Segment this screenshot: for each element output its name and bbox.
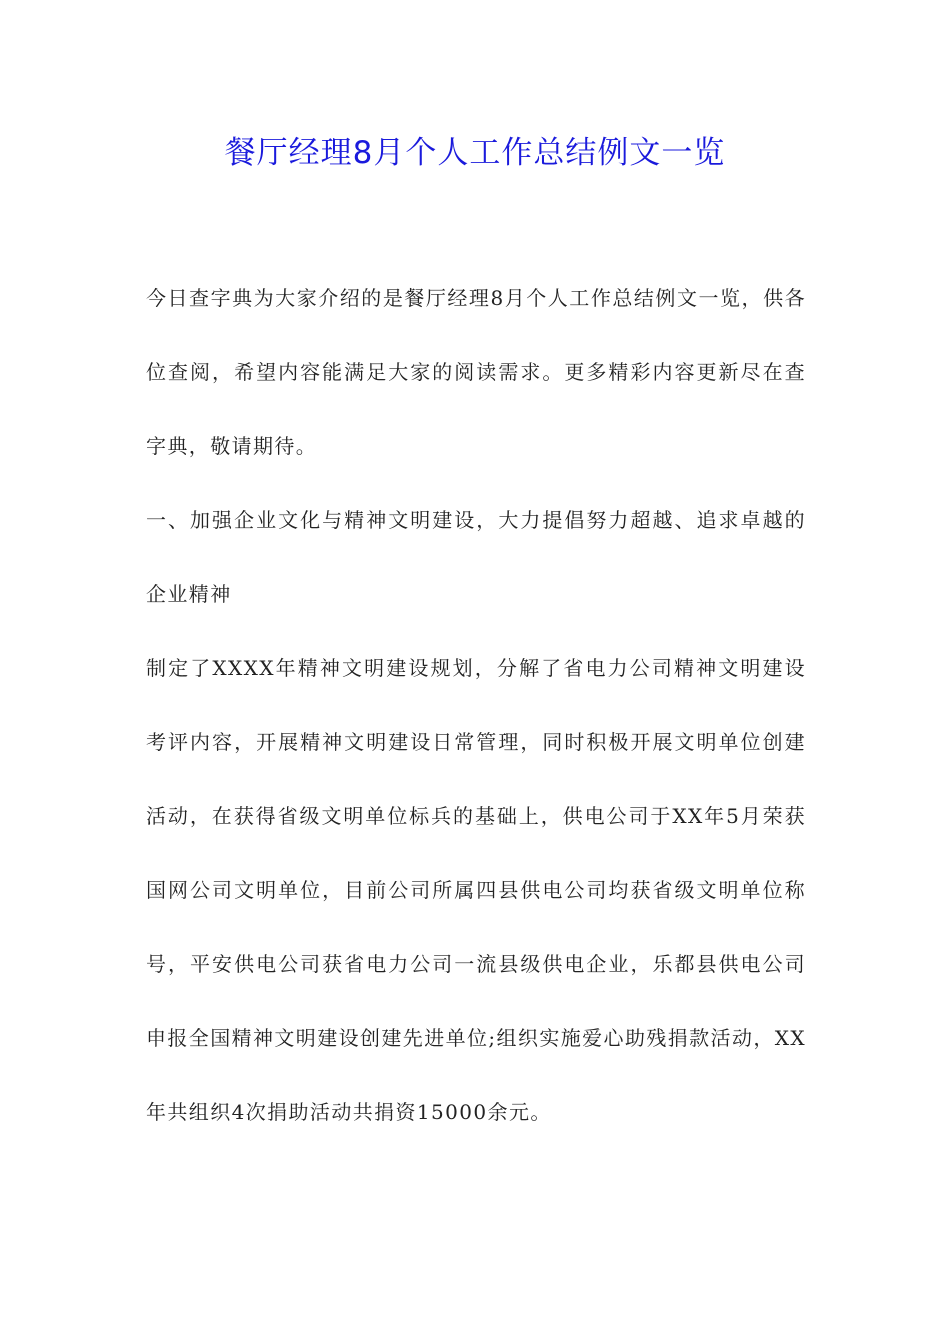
document-body — [146, 261, 806, 1149]
body-paragraph: 制定了XXXX年精神文明建设规划，分解了省电力公司精神文明建设考评内容，开展精神文明建设日常管理，同时积极开展文明单位创建活动，在获得省级文明单位标兵的基础上，供电公司于XX年5月荣获国网公司文明单位，目前公司所属四县供电公司均获省级文明单位称号，平安供电公司获省电力公司一流县级供电企业，乐都县供电公司申报全国精神文明建设创建先进单位;组织实施爱心助残捐款活动，XX年共组织4次捐助活动共捐资15000余元。 — [146, 656, 807, 1124]
section-heading: 一、加强企业文化与精神文明建设，大力提倡努力超越、追求卓越的企业精神 — [146, 508, 806, 606]
intro-paragraph: 今日查字典为大家介绍的是餐厅经理8月个人工作总结例文一览，供各位查阅，希望内容能满足大家的阅读需求。更多精彩内容更新尽在查字典，敬请期待。 — [146, 286, 806, 458]
page-title: 餐厅经理8月个人工作总结例文一览 — [224, 135, 726, 171]
